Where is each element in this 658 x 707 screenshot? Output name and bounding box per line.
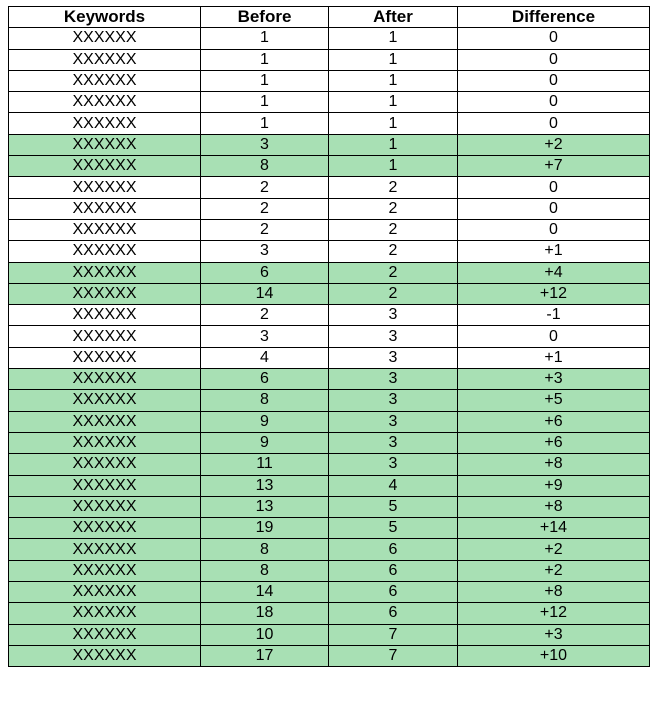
- cell-before: 10: [201, 624, 329, 645]
- cell-after: 2: [329, 262, 458, 283]
- cell-before: 3: [201, 326, 329, 347]
- cell-keyword: XXXXXX: [9, 518, 201, 539]
- cell-difference: +8: [458, 454, 650, 475]
- cell-before: 4: [201, 347, 329, 368]
- cell-keyword: XXXXXX: [9, 305, 201, 326]
- cell-difference: 0: [458, 70, 650, 91]
- table-row: [9, 411, 650, 432]
- cell-keyword: XXXXXX: [9, 156, 201, 177]
- cell-keyword: XXXXXX: [9, 134, 201, 155]
- cell-difference: +5: [458, 390, 650, 411]
- cell-after: 5: [329, 518, 458, 539]
- cell-after: 6: [329, 560, 458, 581]
- cell-after: 2: [329, 283, 458, 304]
- cell-before: 19: [201, 518, 329, 539]
- cell-difference: +3: [458, 624, 650, 645]
- cell-after: 1: [329, 70, 458, 91]
- table-row: [9, 305, 650, 326]
- cell-after: 3: [329, 411, 458, 432]
- cell-difference: +10: [458, 645, 650, 666]
- table-row: [9, 156, 650, 177]
- cell-after: 1: [329, 113, 458, 134]
- cell-before: 8: [201, 560, 329, 581]
- cell-before: 9: [201, 432, 329, 453]
- cell-difference: +12: [458, 603, 650, 624]
- cell-difference: +2: [458, 560, 650, 581]
- table-row: [9, 219, 650, 240]
- cell-before: 1: [201, 70, 329, 91]
- table-row: [9, 496, 650, 517]
- cell-keyword: XXXXXX: [9, 92, 201, 113]
- cell-before: 3: [201, 241, 329, 262]
- cell-keyword: XXXXXX: [9, 198, 201, 219]
- cell-keyword: XXXXXX: [9, 603, 201, 624]
- cell-difference: +6: [458, 432, 650, 453]
- cell-keyword: XXXXXX: [9, 539, 201, 560]
- cell-after: 3: [329, 390, 458, 411]
- cell-after: 5: [329, 496, 458, 517]
- cell-after: 7: [329, 645, 458, 666]
- cell-after: 3: [329, 454, 458, 475]
- cell-difference: 0: [458, 113, 650, 134]
- cell-before: 2: [201, 305, 329, 326]
- cell-keyword: XXXXXX: [9, 326, 201, 347]
- table-row: [9, 475, 650, 496]
- table-row: [9, 262, 650, 283]
- cell-before: 1: [201, 28, 329, 49]
- table-row: [9, 28, 650, 49]
- cell-after: 1: [329, 156, 458, 177]
- cell-after: 3: [329, 326, 458, 347]
- cell-before: 3: [201, 134, 329, 155]
- cell-keyword: XXXXXX: [9, 241, 201, 262]
- table-row: [9, 560, 650, 581]
- cell-after: 2: [329, 219, 458, 240]
- header-keywords: Keywords: [9, 7, 201, 28]
- table-row: [9, 603, 650, 624]
- cell-difference: +2: [458, 134, 650, 155]
- cell-keyword: XXXXXX: [9, 645, 201, 666]
- table-body: [9, 28, 650, 667]
- table-row: [9, 582, 650, 603]
- cell-keyword: XXXXXX: [9, 454, 201, 475]
- cell-keyword: XXXXXX: [9, 411, 201, 432]
- cell-after: 3: [329, 305, 458, 326]
- table-row: [9, 241, 650, 262]
- cell-difference: +9: [458, 475, 650, 496]
- table-row: [9, 177, 650, 198]
- cell-before: 1: [201, 49, 329, 70]
- table-row: [9, 283, 650, 304]
- cell-after: 1: [329, 134, 458, 155]
- keyword-ranking-table: [8, 6, 650, 667]
- cell-before: 14: [201, 283, 329, 304]
- cell-keyword: XXXXXX: [9, 283, 201, 304]
- cell-difference: +4: [458, 262, 650, 283]
- cell-keyword: XXXXXX: [9, 475, 201, 496]
- cell-before: 1: [201, 113, 329, 134]
- cell-after: 6: [329, 582, 458, 603]
- cell-difference: 0: [458, 28, 650, 49]
- table-row: [9, 518, 650, 539]
- cell-difference: -1: [458, 305, 650, 326]
- cell-difference: 0: [458, 177, 650, 198]
- cell-difference: +1: [458, 347, 650, 368]
- cell-difference: +6: [458, 411, 650, 432]
- cell-after: 7: [329, 624, 458, 645]
- cell-after: 1: [329, 92, 458, 113]
- table-row: [9, 369, 650, 390]
- cell-keyword: XXXXXX: [9, 582, 201, 603]
- cell-before: 6: [201, 262, 329, 283]
- cell-after: 2: [329, 177, 458, 198]
- cell-before: 17: [201, 645, 329, 666]
- cell-before: 9: [201, 411, 329, 432]
- table-row: [9, 134, 650, 155]
- cell-after: 3: [329, 432, 458, 453]
- cell-before: 13: [201, 496, 329, 517]
- table-row: [9, 347, 650, 368]
- cell-keyword: XXXXXX: [9, 262, 201, 283]
- table-row: [9, 113, 650, 134]
- cell-difference: +3: [458, 369, 650, 390]
- cell-before: 18: [201, 603, 329, 624]
- table-row: [9, 198, 650, 219]
- cell-difference: +2: [458, 539, 650, 560]
- cell-keyword: XXXXXX: [9, 113, 201, 134]
- cell-before: 13: [201, 475, 329, 496]
- cell-after: 2: [329, 198, 458, 219]
- cell-difference: +8: [458, 582, 650, 603]
- table-row: [9, 454, 650, 475]
- table-header-row: [9, 7, 650, 28]
- cell-difference: +1: [458, 241, 650, 262]
- cell-keyword: XXXXXX: [9, 28, 201, 49]
- cell-after: 6: [329, 603, 458, 624]
- cell-keyword: XXXXXX: [9, 369, 201, 390]
- cell-keyword: XXXXXX: [9, 432, 201, 453]
- cell-difference: +8: [458, 496, 650, 517]
- cell-before: 8: [201, 539, 329, 560]
- cell-keyword: XXXXXX: [9, 560, 201, 581]
- cell-before: 8: [201, 156, 329, 177]
- cell-keyword: XXXXXX: [9, 496, 201, 517]
- cell-before: 1: [201, 92, 329, 113]
- cell-after: 3: [329, 369, 458, 390]
- table-row: [9, 70, 650, 91]
- cell-keyword: XXXXXX: [9, 347, 201, 368]
- cell-after: 1: [329, 28, 458, 49]
- cell-before: 11: [201, 454, 329, 475]
- cell-keyword: XXXXXX: [9, 70, 201, 91]
- cell-difference: 0: [458, 92, 650, 113]
- cell-keyword: XXXXXX: [9, 177, 201, 198]
- cell-keyword: XXXXXX: [9, 624, 201, 645]
- cell-before: 2: [201, 219, 329, 240]
- cell-difference: 0: [458, 219, 650, 240]
- table-row: [9, 390, 650, 411]
- cell-before: 8: [201, 390, 329, 411]
- cell-difference: +12: [458, 283, 650, 304]
- table-row: [9, 645, 650, 666]
- cell-difference: +14: [458, 518, 650, 539]
- cell-keyword: XXXXXX: [9, 390, 201, 411]
- cell-keyword: XXXXXX: [9, 49, 201, 70]
- table-row: [9, 49, 650, 70]
- cell-after: 2: [329, 241, 458, 262]
- table-row: [9, 539, 650, 560]
- cell-after: 1: [329, 49, 458, 70]
- cell-before: 2: [201, 198, 329, 219]
- cell-after: 6: [329, 539, 458, 560]
- cell-after: 3: [329, 347, 458, 368]
- table-row: [9, 326, 650, 347]
- cell-after: 4: [329, 475, 458, 496]
- cell-keyword: XXXXXX: [9, 219, 201, 240]
- cell-difference: +7: [458, 156, 650, 177]
- table-row: [9, 92, 650, 113]
- cell-difference: 0: [458, 326, 650, 347]
- cell-before: 6: [201, 369, 329, 390]
- header-after: After: [329, 7, 458, 28]
- header-difference: Difference: [458, 7, 650, 28]
- cell-difference: 0: [458, 49, 650, 70]
- table-row: [9, 624, 650, 645]
- header-before: Before: [201, 7, 329, 28]
- cell-before: 2: [201, 177, 329, 198]
- table-row: [9, 432, 650, 453]
- cell-difference: 0: [458, 198, 650, 219]
- cell-before: 14: [201, 582, 329, 603]
